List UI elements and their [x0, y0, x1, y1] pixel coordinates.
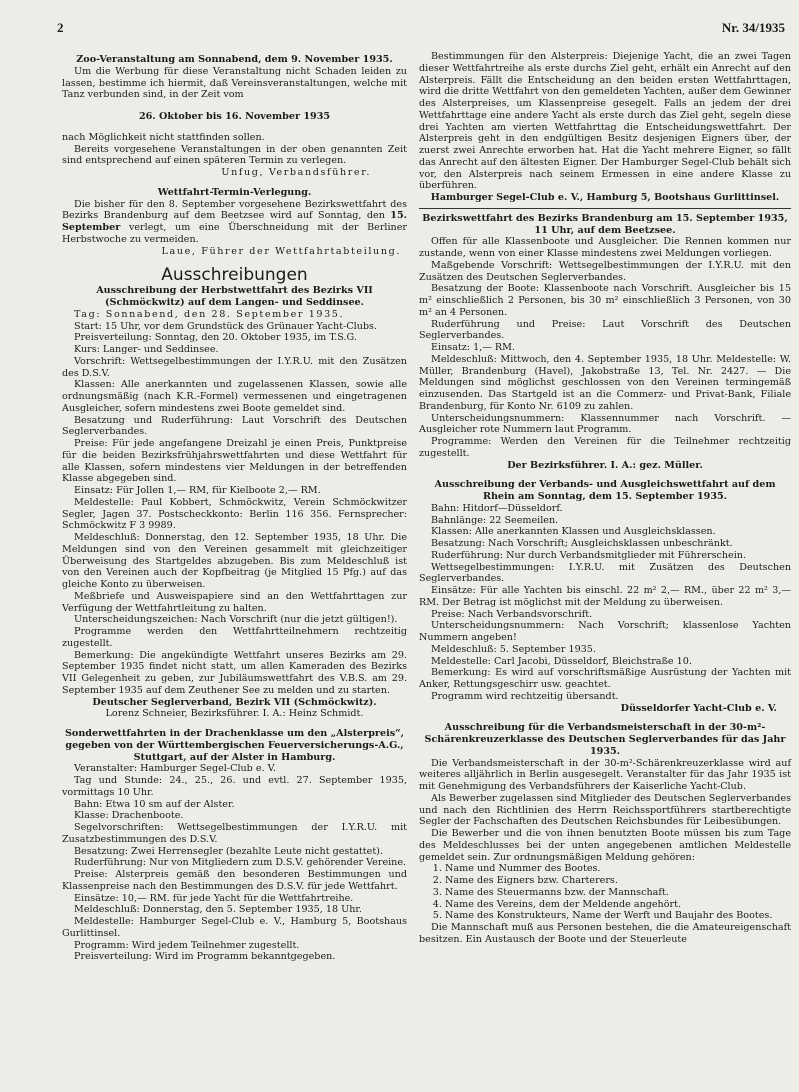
herbst-kurs: Kurs: Langer- und Seddinsee. [74, 344, 219, 356]
herbst-bemerkung: Bemerkung: Die angekündigte Wettfahrt unseres Bezirks am 29. September 1935 findet nicht statt, um allen Kameraden des Bezirks VII Gelegenheit zu geben, zur Jubiläumswettfahrt des V.B.S. am 29. September 1935 auf dem Zeuthener See zu melden und zu starten. [62, 649, 407, 696]
list-item: 3. Name des Steuermanns bzw. der Mannschaft. [445, 887, 791, 899]
rhein-besatzung: Besatzung: Nach Vorschrift; Ausgleichsklassen unbeschränkt. [431, 538, 733, 549]
herbst-einsatz: Einsatz: Für Jollen 1,— RM, für Kielboote 2,— RM. [74, 485, 321, 497]
zoo-text-3: Bereits vorgesehene Veranstaltungen in der oben genannten Zeit sind entsprechend auf einen späteren Termin zu verlegen. [62, 143, 407, 167]
left-column [62, 54, 407, 963]
drachen-preisverteilung: Preisverteilung: Wird im Programm bekanntgegeben. [74, 951, 336, 963]
drachen-besatzung: Besatzung: Zwei Herrensegler (bezahlte Leute nicht gestattet). [74, 845, 383, 857]
drachen-meldestelle: Meldestelle: Hamburger Segel-Club e. V., Hamburg 5, Bootshaus Gurlittinsel. [62, 916, 407, 939]
meister-title: Ausschreibung für die Verbandsmeisterschaft in der 30-m²-Schärenkreuzerklasse des Deutschen Seglerverbandes für das Jahr 1935. [424, 722, 786, 757]
rhein-einsatz: Einsätze: Für alle Yachten bis einschl. 22 m² 2,— RM., über 22 m² 3,— RM. Der Betrag ist möglichst mit der Meldung zu überweisen. [419, 585, 791, 608]
rhein-wettsegel: Wettsegelbestimmungen: I.Y.R.U. mit Zusätzen des Deutschen Seglerverbandes. [419, 561, 791, 585]
zoo-text-2: nach Möglichkeit nicht stattfinden sollen. [62, 131, 265, 143]
herbst-programme: Programme werden den Wettfahrtteilnehmern rechtzeitig zugestellt. [62, 626, 407, 649]
termin-date: 15. September [62, 210, 407, 234]
termin-text-c: verlegt, um eine Überschneidung mit der Berliner Herbstwoche zu vermeiden. [62, 222, 407, 245]
herbst-vorschrift: Vorschrift: Wettsegelbestimmungen der I.Y.R.U. mit den Zusätzen des D.S.V. [62, 355, 407, 379]
drachen-vorschriften: Segelvorschriften: Wettsegelbestimmungen der I.Y.R.U. mit Zusatzbestimmungen des D.S.V. [62, 822, 407, 845]
brandenburg-besatzung: Besatzung der Boote: Klassenboote nach Vorschrift. Ausgleicher bis 15 m² einschließlich 2 Personen, bis 30 m² einschließlich 3 Personen, von 30 m² an 4 Personen. [419, 283, 791, 318]
page-header [57, 20, 785, 38]
zoo-date: 26. Oktober bis 16. November 1935 [138, 110, 331, 122]
brandenburg-title: Bezirkswettfahrt des Bezirks Brandenburg am 15. September 1935, 11 Uhr, auf dem Beetzsee. [422, 212, 788, 236]
drachen-klasse: Klasse: Drachenboote. [74, 810, 184, 822]
meister-text-2: Als Bewerber zugelassen sind Mitglieder des Deutschen Seglerverbandes und nach den Richtlinien des Herrn Reichssportführers startberechtigte Segler der Fachschaften des Deutschen Reichsbundes für Leibesübungen. [419, 792, 791, 828]
page-number: 2 [57, 20, 64, 35]
zoo-title: Zoo-Veranstaltung am Sonnabend, dem 9. November 1935. [76, 54, 393, 65]
termin-text [62, 199, 407, 246]
list-item: 1. Name und Nummer des Bootes. [445, 863, 791, 875]
herbst-meldestelle: Meldestelle: Paul Kobbert, Schmöckwitz, Verein Schmöckwitzer Segler, Jagen 37. Postscheckkonto: Berlin 116 356. Fernsprecher: Schmöckwitz F 3 9989. [62, 496, 407, 532]
meister-text-4: Die Mannschaft muß aus Personen bestehen, die die Amateureigenschaft besitzen. Ein Austausch der Boote und der Steuerleute [419, 922, 791, 945]
meister-list [419, 863, 791, 922]
herbst-unterscheidung: Unterscheidungszeichen: Nach Vorschrift (nur die jetzt gültigen!). [74, 614, 398, 626]
rhein-meldestelle: Meldestelle: Carl Jacobi, Düsseldorf, Bleichstraße 10. [431, 655, 692, 667]
list-item: 2. Name des Eigners bzw. Charterers. [445, 875, 791, 887]
brandenburg-unterscheidung: Unterscheidungsnummern: Klassennummer nach Vorschrift. — Ausgleicher rote Nummern laut Programm. [419, 412, 791, 436]
rhein-unterscheidung: Unterscheidungsnummern: Nach Vorschrift; klassenlose Yachten Nummern angeben! [419, 620, 791, 643]
rhein-title: Ausschreibung der Verbands- und Ausgleichswettfahrt auf dem Rhein am Sonntag, dem 15. September 1935. [434, 479, 776, 502]
herbst-besatzung: Besatzung und Ruderführung: Laut Vorschrift des Deutschen Seglerverbandes. [62, 414, 407, 438]
list-item: 4. Name des Vereins, dem der Meldende angehört. [445, 899, 791, 911]
brandenburg-signature: Der Bezirksführer. I. A.: gez. Müller. [507, 459, 703, 471]
drachen-veranstalter: Veranstalter: Hamburger Segel-Club e. V. [74, 763, 276, 775]
drachen-meldeschluss: Meldeschluß: Donnerstag, den 5. September 1935, 18 Uhr. [74, 904, 362, 916]
rhein-bahnlaenge: Bahnlänge: 22 Seemeilen. [431, 514, 559, 526]
rhein-ruder: Ruderführung: Nur durch Verbandsmitglieder mit Führerschein. [431, 549, 747, 561]
drachen-bahn: Bahn: Etwa 10 sm auf der Alster. [74, 798, 235, 810]
drachen-einsatz: Einsätze: 10,— RM. für jede Yacht für die Wettfahrtreihe. [74, 892, 354, 904]
meister-text-1: Die Verbandsmeisterschaft in der 30-m²-Schärenkreuzerklasse wird auf weiteres alljährlich in Berlin ausgesegelt. Veranstalter für das Jahr 1935 ist mit Genehmigung des Verbandsführers der Kaiserliche Yacht-Club. [419, 757, 791, 792]
zoo-signature: Unfug, Verbandsführer. [221, 167, 371, 179]
rhein-signature: Düsseldorfer Yacht-Club e. V. [620, 702, 777, 714]
meister-text-3: Die Bewerber und die von ihnen benutzten Boote müssen bis zum Tage des Meldeschlusses bei der unten angegebenen amtlichen Meldestelle gemeldet sein. Zur ordnungsmäßigen Meldung gehören: [419, 828, 791, 863]
right-column [419, 51, 791, 946]
rhein-bemerkung: Bemerkung: Es wird auf vorschriftsmäßige Ausrüstung der Yachten mit Anker, Rettungsgeschirr usw. geachtet. [419, 667, 791, 690]
drachen-tag: Tag und Stunde: 24., 25., 26. und evtl. 27. September 1935, vormittags 10 Uhr. [62, 775, 407, 798]
drachen-programm: Programm: Wird jedem Teilnehmer zugestellt. [74, 939, 300, 951]
brandenburg-ruder: Ruderführung und Preise: Laut Vorschrift des Deutschen Seglerverbandes. [419, 318, 791, 342]
herbst-signature: Lorenz Schneier, Bezirksführer. I. A.: Heinz Schmidt. [105, 708, 364, 720]
rhein-klassen: Klassen: Alle anerkannten Klassen und Ausgleichsklassen. [431, 526, 716, 538]
herbst-start: Start: 15 Uhr, vor dem Grundstück des Grünauer Yacht-Clubs. [74, 320, 378, 332]
termin-title: Wettfahrt-Termin-Verlegung. [157, 186, 312, 198]
drachen-title: Sonderwettfahrten in der Drachenklasse um den „Alsterpreis“, gegeben von der Württembergischen Feuerversicherungs-A.G., Stuttgart, auf der Alster in Hamburg. [65, 728, 404, 763]
brandenburg-einsatz: Einsatz: 1,— RM. [431, 342, 515, 353]
herbst-preise: Preise: Für jede angefangene Dreizahl je einen Preis, Punktpreise für die beiden Bezirksfrühjahrswettfahrten und diese Wettfahrt für alle Klassen, sofern mindestens vier Meldungen in der betreffenden Klasse abgegeben sind. [62, 438, 407, 485]
herbst-messbriefe: Meßbriefe und Ausweispapiere sind an den Wettfahrttagen zur Verfügung der Wettfahrtleitung zu halten. [62, 590, 407, 614]
termin-signature: Laue, Führer der Wettfahrtabteilung. [161, 245, 401, 257]
herbst-klassen: Klassen: Alle anerkannten und zugelassenen Klassen, sowie alle ordnungsmäßig (nach K.R.-Formel) vermessenen und eingetragenen Ausgleicher, sofern mindestens zwei Boote gemeldet sind. [62, 379, 407, 414]
rhein-bahn: Bahn: Hitdorf—Düsseldorf. [431, 502, 563, 514]
issue-number: Nr. 34/1935 [721, 20, 785, 35]
section-divider [419, 208, 791, 209]
rhein-meldeschluss: Meldeschluß: 5. September 1935. [431, 643, 596, 655]
herbst-title: Ausschreibung der Herbstwettfahrt des Bezirks VII (Schmöckwitz) auf dem Langen- und Seddinsee. [96, 285, 373, 309]
brandenburg-melde: Meldeschluß: Mittwoch, den 4. September 1935, 18 Uhr. Meldestelle: W. Müller, Brandenburg (Havel), Jakobstraße 13, Tel. Nr. 2427. — Die Meldungen sind möglichst geschlossen von den Vereinen termingemäß einzusenden. Das Startgeld ist an die Commerz- und Privat-Bank, Filiale Brandenburg, für Konto Nr. 6109 zu zahlen. [419, 353, 791, 412]
herbst-verband: Deutscher Seglerverband, Bezirk VII (Schmöckwitz). [92, 696, 377, 708]
herbst-meldeschluss: Meldeschluß: Donnerstag, den 12. September 1935, 18 Uhr. Die Meldungen sind von den Vereinen gesammelt mit gleichzeitiger Überweisung des Startgeldes abzugeben. Bis zum Meldeschluß ist von den Vereinen auch der Kopfbeitrag (je Mitglied 15 Pfg.) auf das gleiche Konto zu überweisen. [62, 532, 407, 591]
brandenburg-programme: Programme: Werden den Vereinen für die Teilnehmer rechtzeitig zugestellt. [419, 436, 791, 459]
termin-text-a: Die bisher für den 8. September vorgesehene Bezirkswettfahrt des Bezirks Brandenburg auf dem Beetzsee wird auf Sonntag, den [62, 198, 407, 222]
brandenburg-offen: Offen für alle Klassenboote und Ausgleicher. Die Rennen kommen nur zustande, wenn von einer Klasse mindestens zwei Meldungen vorliegen. [419, 236, 791, 259]
rhein-preise: Preise: Nach Verbandsvorschrift. [431, 608, 593, 620]
zoo-text-1: Um die Werbung für diese Veranstaltung nicht Schaden leiden zu lassen, bestimme ich hiermit, daß Vereinsveranstaltungen, welche mit Tanz verbunden sind, in der Zeit vom [62, 65, 407, 101]
alster-signature: Hamburger Segel-Club e. V., Hamburg 5, Bootshaus Gurlittinsel. [430, 192, 780, 203]
drachen-preise: Preise: Alsterpreis gemäß den besonderen Bestimmungen und Klassenpreise nach den Bestimmungen des D.S.V. für jede Wettfahrt. [62, 869, 407, 892]
herbst-tag: Tag: Sonnabend, den 28. September 1935. [74, 308, 345, 320]
list-item: 5. Name des Konstrukteurs, Name der Werft und Baujahr des Bootes. [445, 910, 791, 922]
brandenburg-vorschrift: Maßgebende Vorschrift: Wettsegelbestimmungen der I.Y.R.U. mit den Zusätzen des Deutschen Seglerverbandes. [419, 259, 791, 283]
section-title: Ausschreibungen [161, 265, 308, 286]
rhein-programm: Programm wird rechtzeitig übersandt. [431, 690, 619, 702]
alster-text: Bestimmungen für den Alsterpreis: Diejenige Yacht, die an zwei Tagen dieser Wettfahrtreihe als erste durchs Ziel geht, erhält ein Anrecht auf den Alsterpreis. Fällt die Entscheidung an den beiden ersten Wettfahrttagen, wird die dritte Wettfahrt von den gemeldeten Yachten, außer dem Gewinner des Alsterpreises, um Klassenpreise gesegelt. Falls an jedem der drei Wettfahrttage eine andere Yacht als erste durch das Ziel geht, segeln diese drei Yachten am vierten Wettfahrttag die Entscheidungswettfahrt. Der Alsterpreis geht in den endgültigen Besitz desjenigen Eigners über, der zuerst zwei Anrechte erworben hat. Hat die Yacht mehrere Eigner, so fällt das Anrecht auf den ältesten Eigner. Der Hamburger Segel-Club behält sich vor, den Alsterpreis nach seinem Ermessen in eine andere Klasse zu überführen. [419, 51, 791, 192]
drachen-ruder: Ruderführung: Nur von Mitgliedern zum D.S.V. gehörender Vereine. [74, 857, 407, 869]
herbst-preisverteilung: Preisverteilung: Sonntag, den 20. Oktober 1935, im T.S.G. [74, 332, 357, 344]
